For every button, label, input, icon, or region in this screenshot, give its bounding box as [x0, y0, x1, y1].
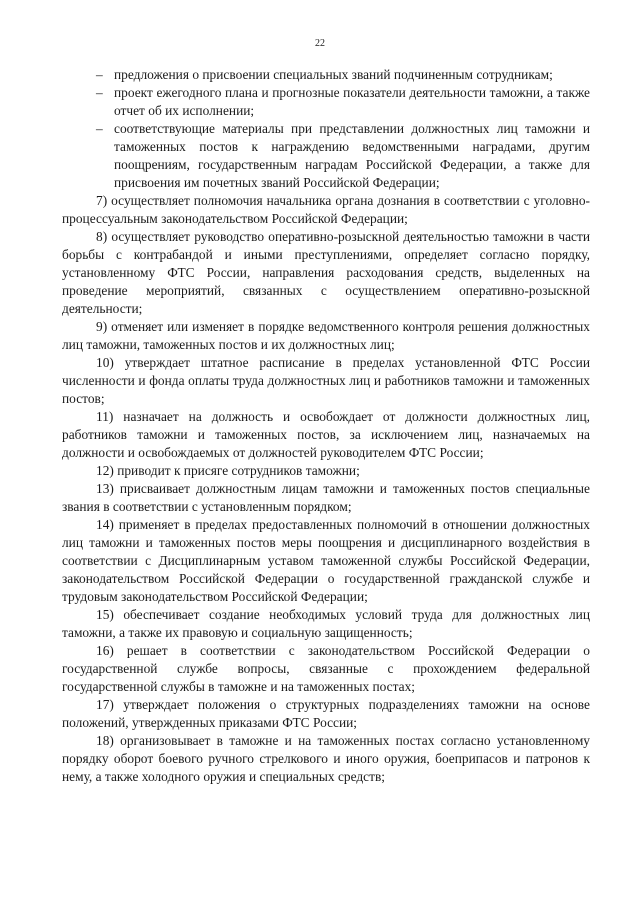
page-number: 22 [315, 38, 325, 49]
numbered-item-13: 13) присваивает должностным лицам таможни и таможенных постов специальные звания в соответствии с установленным порядком; [62, 481, 590, 514]
numbered-item-12: 12) приводит к присяге сотрудников таможни; [96, 463, 360, 478]
numbered-item-14: 14) применяет в пределах предоставленных полномочий в отношении должностных лиц таможни и таможенных постов меры поощрения и дисциплинарного воздействия в соответствии с Дисциплинарным уставом таможенной службы Российской Федерации, законодательством Российской Федерации о государственной гражданской службе и трудовым законодательством Российской Федерации; [62, 517, 590, 604]
list-item-text: соответствующие материалы при представлении должностных лиц таможни и таможенных постов к награждению ведомственными наградами, другим поощрениям, государственным наградам Российской Федерации, а также для присвоения им почетных званий Российской Федерации; [114, 121, 590, 190]
list-item-dash [62, 84, 590, 120]
numbered-item-10: 10) утверждает штатное расписание в пределах установленной ФТС России численности и фонда оплаты труда должностных лиц и работников таможни и таможенных постов; [62, 355, 590, 406]
numbered-item-9: 9) отменяет или изменяет в порядке ведомственного контроля решения должностных лиц таможни, таможенных постов и их должностных лиц; [62, 319, 590, 352]
list-item-dash [62, 66, 590, 84]
numbered-item-8: 8) осуществляет руководство оперативно-розыскной деятельностью таможни в части борьбы с контрабандой и иными преступлениями, определяет согласно порядку, установленному ФТС России, направления расходования средств, выделенных на проведение мероприятий, связанных с осуществлением оперативно-розыскной деятельности; [62, 229, 590, 316]
list-item-dash [62, 120, 590, 192]
document-body [62, 66, 590, 786]
numbered-item-18: 18) организовывает в таможне и на таможенных постах согласно установленному порядку оборот боевого ручного стрелкового и иного оружия, боеприпасов и патронов к нему, а также холодного оружия и специальных средств; [62, 733, 590, 784]
list-item-text: проект ежегодного плана и прогнозные показатели деятельности таможни, а также отчет об их исполнении; [114, 85, 590, 118]
list-item-text: предложения о присвоении специальных званий подчиненным сотрудникам; [114, 67, 553, 82]
dash-marker: – [96, 85, 103, 100]
dash-marker: – [96, 121, 103, 136]
numbered-item-16: 16) решает в соответствии с законодательством Российской Федерации о государственной службе вопросы, связанные с прохождением федеральной государственной службы в таможне и на таможенных постах; [62, 643, 590, 694]
dash-marker: – [96, 67, 103, 82]
numbered-item-11: 11) назначает на должность и освобождает от должности должностных лиц, работников таможни и таможенных постов, за исключением лиц, назначаемых на должности и освобождаемых от должностей руководителем ФТС России; [62, 409, 590, 460]
numbered-item-7: 7) осуществляет полномочия начальника органа дознания в соответствии с уголовно-процессуальным законодательством Российской Федерации; [62, 193, 590, 226]
numbered-item-17: 17) утверждает положения о структурных подразделениях таможни на основе положений, утвержденных приказами ФТС России; [62, 697, 590, 730]
numbered-item-15: 15) обеспечивает создание необходимых условий труда для должностных лиц таможни, а также их правовую и социальную защищенность; [62, 607, 590, 640]
